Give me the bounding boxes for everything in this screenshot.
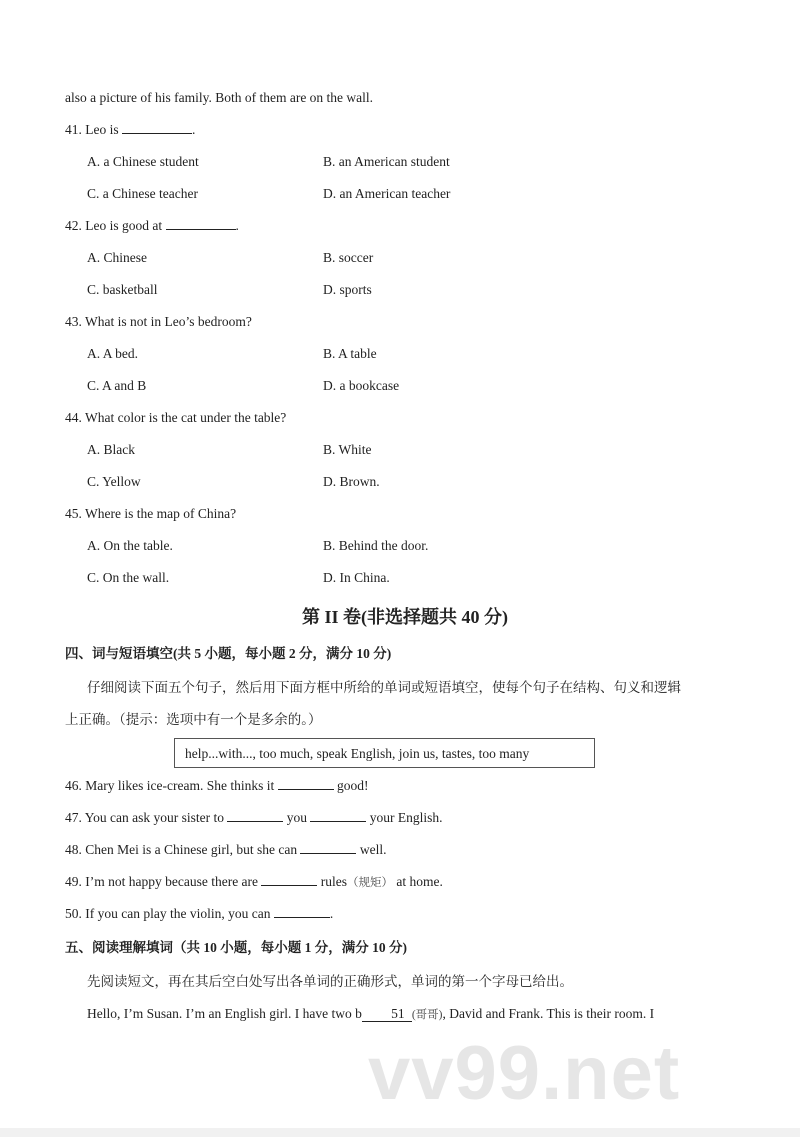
options-row <box>65 274 745 306</box>
answer-option[interactable]: B. A table <box>323 346 377 361</box>
passage-text: , David and Frank. This is their room. I <box>442 1006 655 1021</box>
question-50 <box>65 898 745 930</box>
answer-option[interactable]: D. sports <box>323 282 372 297</box>
answer-option[interactable]: C. a Chinese teacher <box>87 186 198 201</box>
question-47 <box>65 802 745 834</box>
answer-blank-51[interactable]: 51 <box>362 1007 412 1022</box>
part2-title: 第 II 卷(非选择题共 40 分) <box>302 607 508 627</box>
question-text: 49. I’m not happy because there are <box>65 874 259 889</box>
question-text: at home. <box>396 874 443 889</box>
answer-option[interactable]: C. basketball <box>87 282 158 297</box>
question-46 <box>65 770 745 802</box>
document-content <box>65 82 745 1030</box>
options-row <box>65 434 745 466</box>
question-text: 46. Mary likes ice-cream. She thinks it <box>65 778 275 793</box>
question-49 <box>65 866 745 898</box>
section4-instructions-cont: 上正确。（提示：选项中有一个是多余的。） <box>65 712 322 727</box>
answer-blank[interactable] <box>278 775 334 790</box>
question-text: your English. <box>369 810 443 825</box>
question-41 <box>65 114 745 146</box>
answer-option[interactable]: A. Chinese <box>87 250 147 265</box>
multiple-choice-questions <box>65 114 745 594</box>
options-row <box>65 338 745 370</box>
answer-option[interactable]: A. On the table. <box>87 538 173 553</box>
watermark: vv99.net <box>368 1031 681 1116</box>
answer-blank[interactable] <box>227 807 283 822</box>
options-row <box>65 562 745 594</box>
question-42 <box>65 210 745 242</box>
question-text: 45. Where is the map of China? <box>65 506 237 521</box>
question-text: 44. What color is the cat under the table? <box>65 410 287 425</box>
answer-blank[interactable] <box>300 839 356 854</box>
section5-heading: 五、阅读理解填词（共 10 小题，每小题 1 分，满分 10 分) <box>65 940 407 955</box>
answer-option[interactable]: B. an American student <box>323 154 450 169</box>
question-43 <box>65 306 745 338</box>
question-text: well. <box>359 842 387 857</box>
section5-instructions: 先阅读短文，再在其后空白处写出各单词的正确形式，单词的第一个字母已给出。 <box>87 974 573 989</box>
question-text: 47. You can ask your sister to <box>65 810 224 825</box>
options-row <box>65 370 745 402</box>
answer-option[interactable]: C. A and B <box>87 378 147 393</box>
question-text: . <box>235 218 239 233</box>
question-45 <box>65 498 745 530</box>
options-row <box>65 178 745 210</box>
question-text: rules <box>320 874 348 889</box>
question-44 <box>65 402 745 434</box>
question-text: 42. Leo is good at <box>65 218 163 233</box>
chinese-hint: （规矩） <box>347 877 394 889</box>
chinese-hint: (哥哥) <box>411 1009 443 1021</box>
question-48 <box>65 834 745 866</box>
options-row <box>65 242 745 274</box>
question-text: 43. What is not in Leo’s bedroom? <box>65 314 252 329</box>
answer-option[interactable]: D. an American teacher <box>323 186 451 201</box>
question-text: 50. If you can play the violin, you can <box>65 906 271 921</box>
answer-option[interactable]: A. A bed. <box>87 346 139 361</box>
answer-option[interactable]: B. White <box>323 442 372 457</box>
answer-option[interactable]: D. a bookcase <box>323 378 400 393</box>
question-text: . <box>192 122 196 137</box>
answer-blank[interactable] <box>310 807 366 822</box>
answer-option[interactable]: B. soccer <box>323 250 374 265</box>
section5-passage <box>65 998 745 1030</box>
answer-option[interactable]: D. In China. <box>323 570 390 585</box>
answer-blank[interactable] <box>166 215 236 230</box>
word-box: help...with..., too much, speak English, join us, tastes, too many <box>174 738 595 768</box>
options-row <box>65 530 745 562</box>
answer-option[interactable]: A. a Chinese student <box>87 154 199 169</box>
passage-text: Hello, I’m Susan. I’m an English girl. I have two b <box>87 1006 362 1021</box>
question-text: . <box>329 906 334 921</box>
answer-option[interactable]: A. Black <box>87 442 135 457</box>
answer-option[interactable]: B. Behind the door. <box>323 538 429 553</box>
answer-option[interactable]: D. Brown. <box>323 474 380 489</box>
answer-blank[interactable] <box>274 903 330 918</box>
options-row <box>65 146 745 178</box>
answer-option[interactable]: C. Yellow <box>87 474 141 489</box>
options-row <box>65 466 745 498</box>
passage-end-line: also a picture of his family. Both of them are on the wall. <box>65 90 374 105</box>
answer-blank[interactable] <box>261 871 317 886</box>
answer-option[interactable]: C. On the wall. <box>87 570 170 585</box>
question-text: good! <box>336 778 369 793</box>
question-text: 48. Chen Mei is a Chinese girl, but she can <box>65 842 298 857</box>
question-text: you <box>286 810 307 825</box>
section4-instructions: 仔细阅读下面五个句子，然后用下面方框中所给的单词或短语填空，使每个句子在结构、句义和逻辑 <box>87 680 681 695</box>
answer-blank[interactable] <box>122 119 192 134</box>
question-text: 41. Leo is <box>65 122 119 137</box>
section4-heading: 四、词与短语填空(共 5 小题，每小题 2 分，满分 10 分) <box>65 646 392 661</box>
